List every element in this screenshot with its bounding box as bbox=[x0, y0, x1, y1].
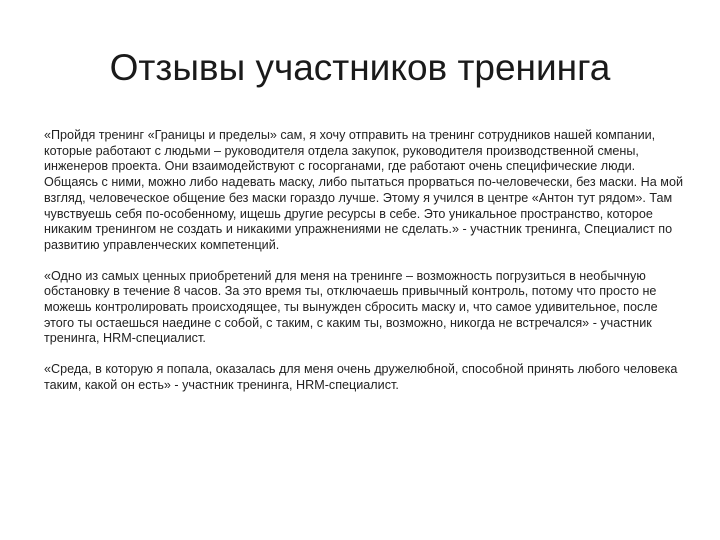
testimonial-paragraph: «Одно из самых ценных приобретений для меня на тренинге – возможность погрузиться в необычную обстановку в течение 8 часов. За это время ты, отключаешь привычный контроль, потому что просто не можешь контролировать происходящее, ты вынужден сбросить маску и, что самое удивительное, после этого ты остаешься наедине с собой, с таким, с каким ты, возможно, никогда не встречался» - участник тренинга, HRM-специалист. bbox=[44, 268, 658, 346]
slide-title: Отзывы участников тренинга bbox=[109, 47, 611, 88]
slide-body bbox=[44, 128, 684, 409]
testimonial-paragraph: «Среда, в которую я попала, оказалась для меня очень дружелюбной, способной принять любого человека таким, какой он есть» - участник тренинга, HRM-специалист. bbox=[44, 362, 678, 392]
testimonial-paragraph: «Пройдя тренинг «Границы и пределы» сам, я хочу отправить на тренинг сотрудников нашей компании, которые работают с людьми – руководителя отдела закупок, руководителя производственной смены, инженеров проекта. Они взаимодействуют с госорганами, где работают очень специфические люди. Общаясь с ними, можно либо надевать маску, либо пытаться прорваться по-человечески, без маски. На мой взгляд, человеческое общение без маски гораздо лучше. Этому я учился в центре «Антон тут рядом». Там чувствуешь себя по-особенному, ищешь другие ресурсы в себе. Это уникальное пространство, которое никаким тренингом не создать и никакими упражнениями не сделать.» - участник тренинга, Специалист по развитию управленческих компетенций. bbox=[44, 128, 683, 252]
